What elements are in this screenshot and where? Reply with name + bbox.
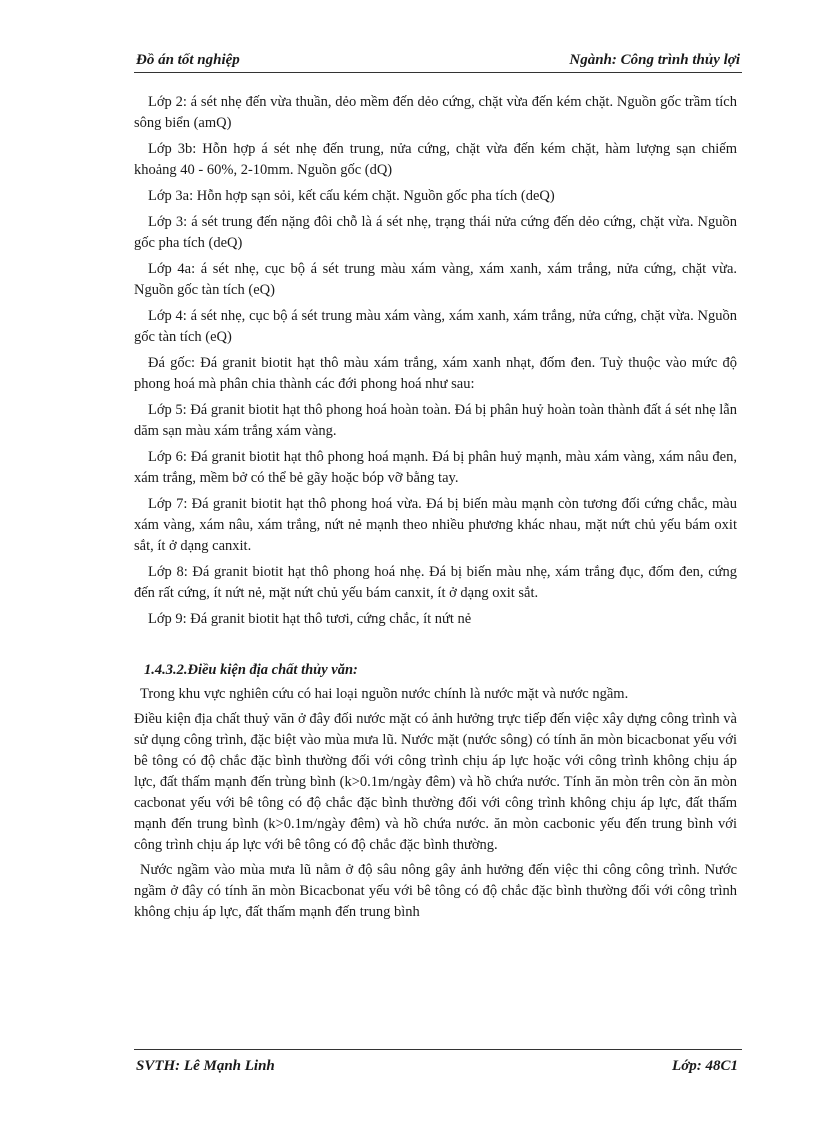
- page-body: [134, 92, 737, 927]
- layer-9-paragraph: Lớp 9: Đá granit biotit hạt thô tươi, cứng chắc, ít nứt nẻ: [148, 611, 472, 627]
- layer-5-paragraph: Lớp 5: Đá granit biotit hạt thô phong hoá hoàn toàn. Đá bị phân huỷ hoàn toàn thành đất á sét nhẹ lẫn dăm sạn màu xám trắng xám vàng.: [134, 402, 737, 439]
- header-major: Ngành: Công trình thủy lợi: [569, 52, 740, 68]
- layer-7-paragraph: Lớp 7: Đá granit biotit hạt thô phong hoá vừa. Đá bị biến màu mạnh còn tương đối cứng chắc, màu xám vàng, xám nâu, xám trắng, nứt nẻ mạnh theo nhiều phương khác nhau, mặt nứt chủ yếu bám oxit sắt, ít ở dạng canxit.: [134, 496, 737, 554]
- intro-paragraph: Trong khu vực nghiên cứu có hai loại nguồn nước chính là nước mặt và nước ngầm.: [140, 686, 629, 702]
- layer-3a-paragraph: Lớp 3a: Hỗn hợp sạn sỏi, kết cấu kém chặt. Nguồn gốc pha tích (deQ): [148, 188, 555, 204]
- layer-4a-paragraph: Lớp 4a: á sét nhẹ, cục bộ á sét trung màu xám vàng, xám xanh, xám trắng, nửa cứng, chặt vừa. Nguồn gốc tàn tích (eQ): [134, 261, 737, 298]
- layer-4-paragraph: Lớp 4: á sét nhẹ, cục bộ á sét trung màu xám vàng, xám xanh, xám trắng, nửa cứng, chặt vừa. Nguồn gốc tàn tích (eQ): [134, 308, 737, 345]
- surface-water-paragraph: Điều kiện địa chất thuỷ văn ở đây đối nước mặt có ảnh hưởng trực tiếp đến việc xây dựng công trình và sử dụng công trình, đặc biệt vào mùa mưa lũ. Nước mặt (nước sông) có tính ăn mòn bicacbonat yếu với bê tông có độ chắc đặc bình thường đối với công trình chịu áp lực hoặc với công trình không chịu áp lực, đất thấm mạnh đến trùng bình (k>0.1m/ngày đêm) và hồ chứa nước. Tính ăn mòn trên còn ăn mòn cacbonat yếu với bê tông có độ chắc đặc bình thường đối với công trình không chịu áp lực, đất thấm mạnh đến trung bình (k>0.1m/ngày đêm) và hồ chứa nước. ăn mòn cacbonic yếu đến trung bình với công trình chịu áp lực với bê tông có độ chắc đặc bình thường.: [134, 711, 737, 853]
- layer-3-paragraph: Lớp 3: á sét trung đến nặng đôi chỗ là á sét nhẹ, trạng thái nửa cứng đến dẻo cứng, chặt vừa. Nguồn gốc pha tích (deQ): [134, 214, 737, 251]
- page-footer: [134, 1049, 742, 1078]
- layer-2-paragraph: Lớp 2: á sét nhẹ đến vừa thuần, dẻo mềm đến dẻo cứng, chặt vừa đến kém chặt. Nguồn gốc trầm tích sông biển (amQ): [134, 94, 737, 131]
- footer-student: SVTH: Lê Mạnh Linh: [136, 1058, 275, 1074]
- groundwater-paragraph: Nước ngầm vào mùa mưa lũ nằm ở độ sâu nông gây ảnh hưởng đến việc thi công công trình. Nước ngầm ở đây có tính ăn mòn Bicacbonat yếu với bê tông có độ chắc đặc bình thường đối với công trình không chịu áp lực, đất thấm mạnh đến trung bình: [134, 862, 737, 920]
- bedrock-paragraph: Đá gốc: Đá granit biotit hạt thô màu xám trắng, xám xanh nhạt, đốm đen. Tuỳ thuộc vào mức độ phong hoá mà phân chia thành các đới phong hoá như sau:: [134, 355, 737, 392]
- page-header: [134, 50, 742, 73]
- layer-3b-paragraph: Lớp 3b: Hỗn hợp á sét nhẹ đến trung, nửa cứng, chặt vừa đến kém chặt, hàm lượng sạn chiếm khoảng 40 - 60%, 2-10mm. Nguồn gốc (dQ): [134, 141, 737, 178]
- layer-6-paragraph: Lớp 6: Đá granit biotit hạt thô phong hoá mạnh. Đá bị phân huỷ mạnh, màu xám vàng, xám nâu đen, xám trắng, mềm bở có thể bẻ gãy hoặc bóp vỡ bằng tay.: [134, 449, 737, 486]
- layer-8-paragraph: Lớp 8: Đá granit biotit hạt thô phong hoá nhẹ. Đá bị biến màu nhẹ, xám trắng đục, đốm đen, cứng đến rất cứng, ít nứt nẻ, mặt nứt chủ yếu bám canxit, ít ở dạng oxit sắt.: [134, 564, 737, 601]
- footer-class: Lớp: 48C1: [672, 1058, 738, 1074]
- section-heading: 1.4.3.2.Điều kiện địa chất thủy văn:: [144, 662, 358, 678]
- header-title: Đồ án tốt nghiệp: [136, 52, 240, 68]
